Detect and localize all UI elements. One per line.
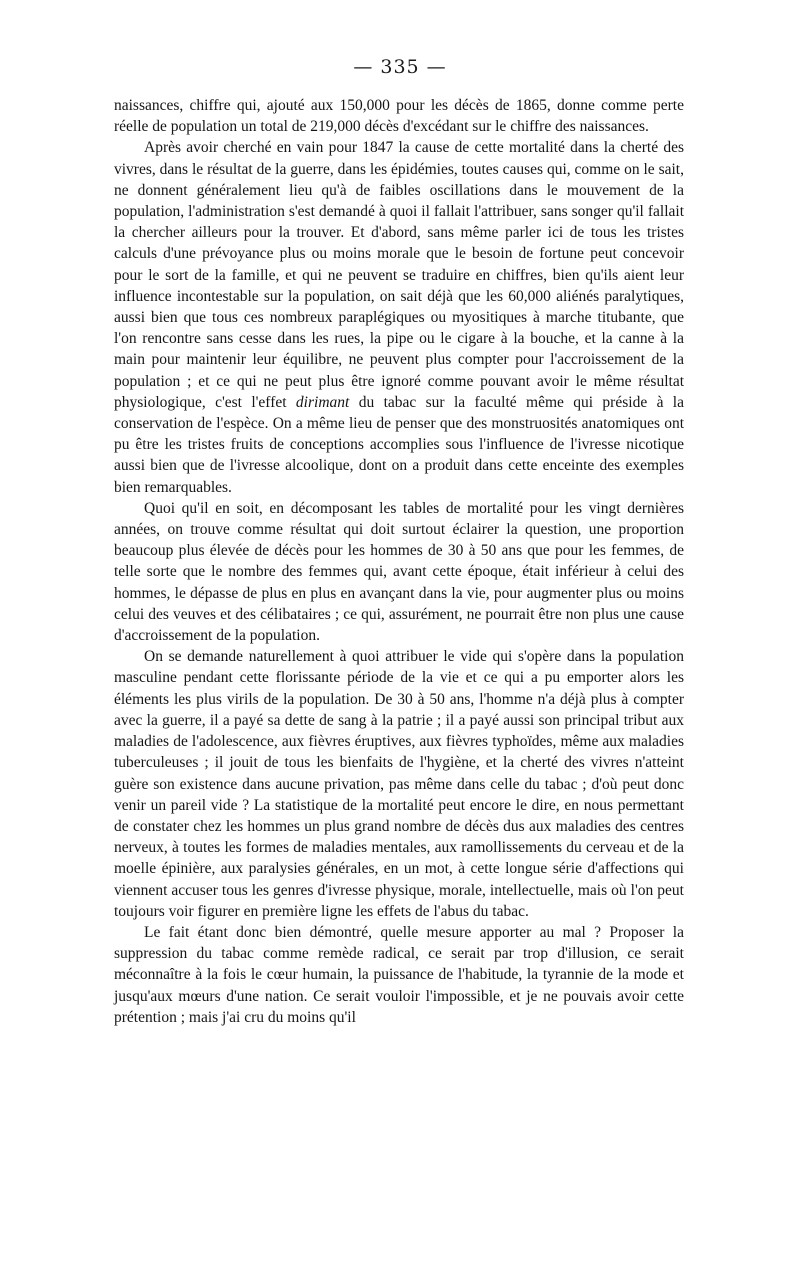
paragraph-4: On se demande naturellement à quoi attribuer le vide qui s'opère dans la population masculine pendant cette florissante période de la vie et ce qui a pu emporter alors les éléments les plus virils de la population. De 30 à 50 ans, l'homme n'a déjà plus à compter avec la guerre, il a payé sa dette de sang à la patrie ; il a payé aussi son principal tribut aux maladies de l'adolescence, aux fièvres éruptives, aux fièvres typhoïdes, même aux maladies tuberculeuses ; il jouit de tous les bienfaits de l'hygiène, et la cherté des vivres n'atteint guère son existence dans aucune privation, pas même dans celle du tabac ; d'où peut donc venir un pareil vide ? La statistique de la mortalité peut encore le dire, en nous permettant de constater chez les hommes un plus grand nombre de décès dus aux maladies des centres nerveux, à toutes les formes de maladies mentales, aux ramollissements du cerveau et de la moelle épinière, aux paralysies générales, en un mot, à cette longue série d'affections qui viennent accuser tous les genres d'ivresse physique, morale, intellectuelle, mais où l'on peut toujours voir figurer en première ligne les effets de l'abus du tabac. xyxy=(114,648,684,920)
paragraph-2-text: Après avoir cherché en vain pour 1847 la cause de cette mortalité dans la cherté des vivres, dans le résultat de la guerre, dans les épidémies, toutes causes qui, comme on le sait, ne donnent généralement lieu qu'à de faibles oscillations dans le mouvement de la population, l'administration s'est demandé à quoi il fallait l'attribuer, sans songer qu'il fallait la chercher ailleurs pour la trouver. Et d'abord, sans même parler ici de tous les tristes calculs d'une prévoyance plus ou moins morale que le besoin de fortune peut concevoir pour le sort de la famille, et qui ne peuvent se traduire en chiffres, bien qu'ils aient leur influence incontestable sur la population, on sait déjà que les 60,000 aliénés paralytiques, aussi bien que tous ces nombreux paraplégiques ou myositiques à marche titubante, que l'on rencontre sans cesse dans les rues, la pipe ou le cigare à la bouche, et la canne à la main pour maintenir leur équilibre, ne peuvent plus compter pour l'accroissement de la population ; et ce qui ne peut plus être ignoré comme pouvant avoir le même résultat physiologique, c'est l'effet xyxy=(114,139,684,411)
paragraph-2 xyxy=(114,137,684,497)
body-text xyxy=(114,95,684,1028)
paragraph-2-italic: dirimant xyxy=(295,393,350,411)
paragraph-5: Le fait étant donc bien démontré, quelle mesure apporter au mal ? Proposer la suppression du tabac comme remède radical, ce serait par trop d'illusion, ce serait méconnaître à la fois le cœur humain, la puissance de l'habitude, la tyrannie de la mode et jusqu'aux mœurs d'une nation. Ce serait vouloir l'impossible, et je ne pouvais avoir cette prétention ; mais j'ai cru du moins qu'il xyxy=(114,923,684,1026)
page-number: — 335 — xyxy=(353,56,447,78)
paragraph-1: naissances, chiffre qui, ajouté aux 150,000 pour les décès de 1865, donne comme perte réelle de population un total de 219,000 décès d'excédant sur le chiffre des naissances. xyxy=(114,97,684,136)
paragraph-3: Quoi qu'il en soit, en décomposant les tables de mortalité pour les vingt dernières années, on trouve comme résultat qui doit surtout éclairer la question, une proportion beaucoup plus élevée de décès pour les hommes de 30 à 50 ans que pour les femmes, de telle sorte que le nombre des femmes qui, avant cette époque, était inférieur à celui des hommes, le dépasse de plus en plus en avançant dans la vie, pour augmenter plus ou moins celui des veuves et des célibataires ; ce qui, assurément, ne pourrait être non plus une cause d'accroissement de la population. xyxy=(114,499,684,645)
paragraph-2-text-after: du tabac sur la faculté même qui préside à la conservation de l'espèce. On a même lieu de penser que des monstruosités anatomiques ont pu être les tristes fruits de conceptions accomplies sous l'influence de l'ivresse nicotique aussi bien que de l'ivresse alcoolique, dont on a produit dans cette enceinte des exemples bien remarquables. xyxy=(114,393,684,496)
